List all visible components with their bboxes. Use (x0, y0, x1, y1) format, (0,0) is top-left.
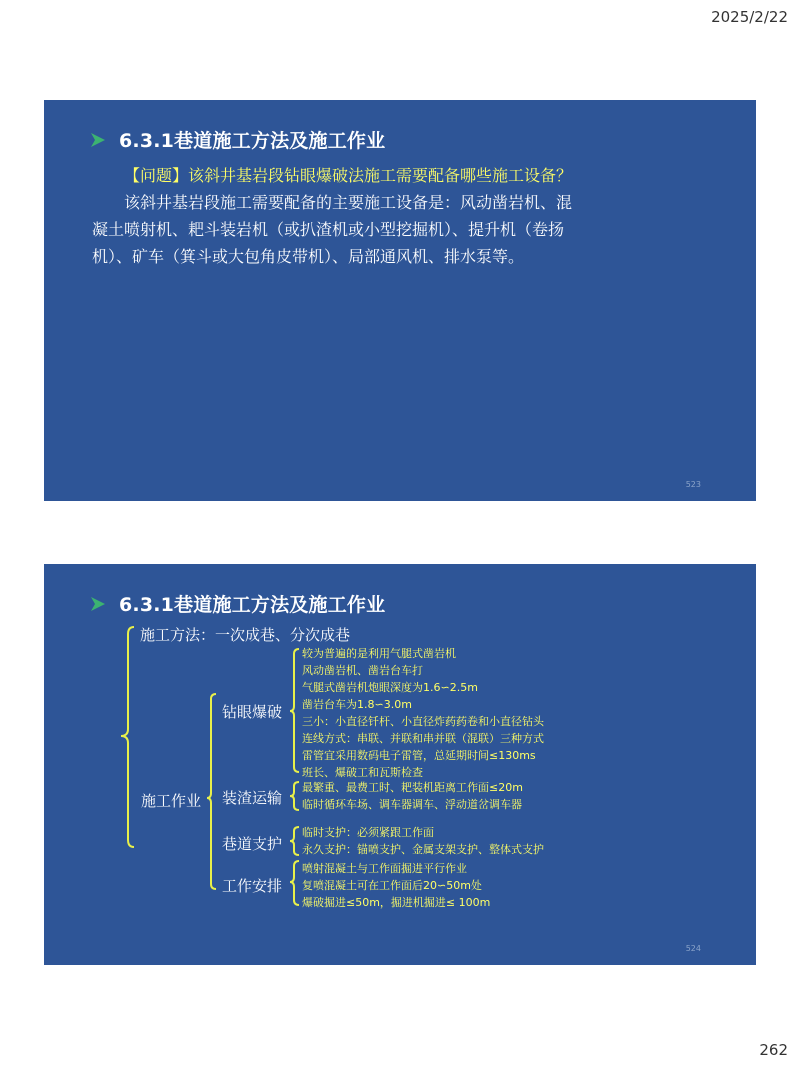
slide-523 (44, 100, 756, 501)
drilling-item: 三小：小直径钎杆、小直径炸药药卷和小直径钻头 (302, 715, 544, 728)
mucking-item: 临时循环车场、调车器调车、浮动道岔调车器 (302, 798, 522, 811)
support-item: 临时支护：必须紧跟工作面 (302, 826, 434, 839)
schedule-item: 复喷混凝土可在工作面后20∽50m处 (302, 879, 482, 892)
schedule-item: 喷射混凝土与工作面掘进平行作业 (302, 862, 467, 875)
mucking-item: 最繁重、最费工时、耙装机距离工作面≤20m (302, 781, 523, 794)
drilling-item: 雷管宜采用数码电子雷管，总延期时间≤130ms (302, 749, 536, 762)
question-text: 【问题】该斜井基岩段钻眼爆破法施工需要配备哪些施工设备？ (124, 166, 573, 185)
drilling-item: 风动凿岩机、凿岩台车打 (302, 664, 423, 677)
slide-body (92, 162, 578, 270)
page-number: 262 (759, 1041, 788, 1059)
mucking-brace (290, 782, 299, 810)
schedule-label: 工作安排 (222, 877, 283, 895)
construction-tree-diagram (44, 564, 756, 965)
drilling-item: 连线方式：串联、并联和串并联（混联）三种方式 (302, 732, 544, 745)
support-brace (290, 827, 299, 855)
support-item: 永久支护：锚喷支护、金属支架支护、整体式支护 (302, 843, 544, 856)
drilling-item: 班长、爆破工和瓦斯检查 (302, 766, 423, 779)
drilling-item: 气腿式凿岩机炮眼深度为1.6∽2.5m (302, 681, 478, 694)
answer-text: 该斜井基岩段施工需要配备的主要施工设备是：风动凿岩机、混凝土喷射机、耙斗装岩机（或扒渣机或小型挖掘机）、提升机（卷扬机）、矿车（箕斗或大包角皮带机）、局部通风机、排水泵等。 (92, 193, 573, 266)
arrow-bullet-icon (91, 133, 105, 147)
slide-number: 523 (685, 480, 701, 489)
outer-brace (121, 627, 134, 847)
mucking-label: 装渣运输 (222, 789, 283, 807)
work-label: 施工作业 (141, 792, 202, 810)
work-brace (207, 694, 216, 889)
print-date: 2025/2/22 (711, 8, 788, 26)
drilling-item: 较为普遍的是利用气腿式凿岩机 (302, 647, 456, 660)
drilling-label: 钻眼爆破 (222, 703, 283, 721)
drilling-brace (290, 649, 299, 772)
schedule-item: 爆破掘进≤50m，掘进机掘进≤ 100m (302, 896, 491, 909)
slide-title: 6.3.1巷道施工方法及施工作业 (119, 130, 386, 152)
drilling-item: 凿岩台车为1.8∽3.0m (302, 698, 412, 711)
slide-524 (44, 564, 756, 965)
support-label: 巷道支护 (222, 835, 283, 853)
slide-heading (91, 126, 385, 153)
schedule-brace (290, 861, 299, 905)
method-label: 施工方法：一次成巷、分次成巷 (140, 626, 351, 644)
slide-number: 524 (685, 944, 701, 953)
slide-title: 6.3.1巷道施工方法及施工作业 (119, 594, 386, 616)
